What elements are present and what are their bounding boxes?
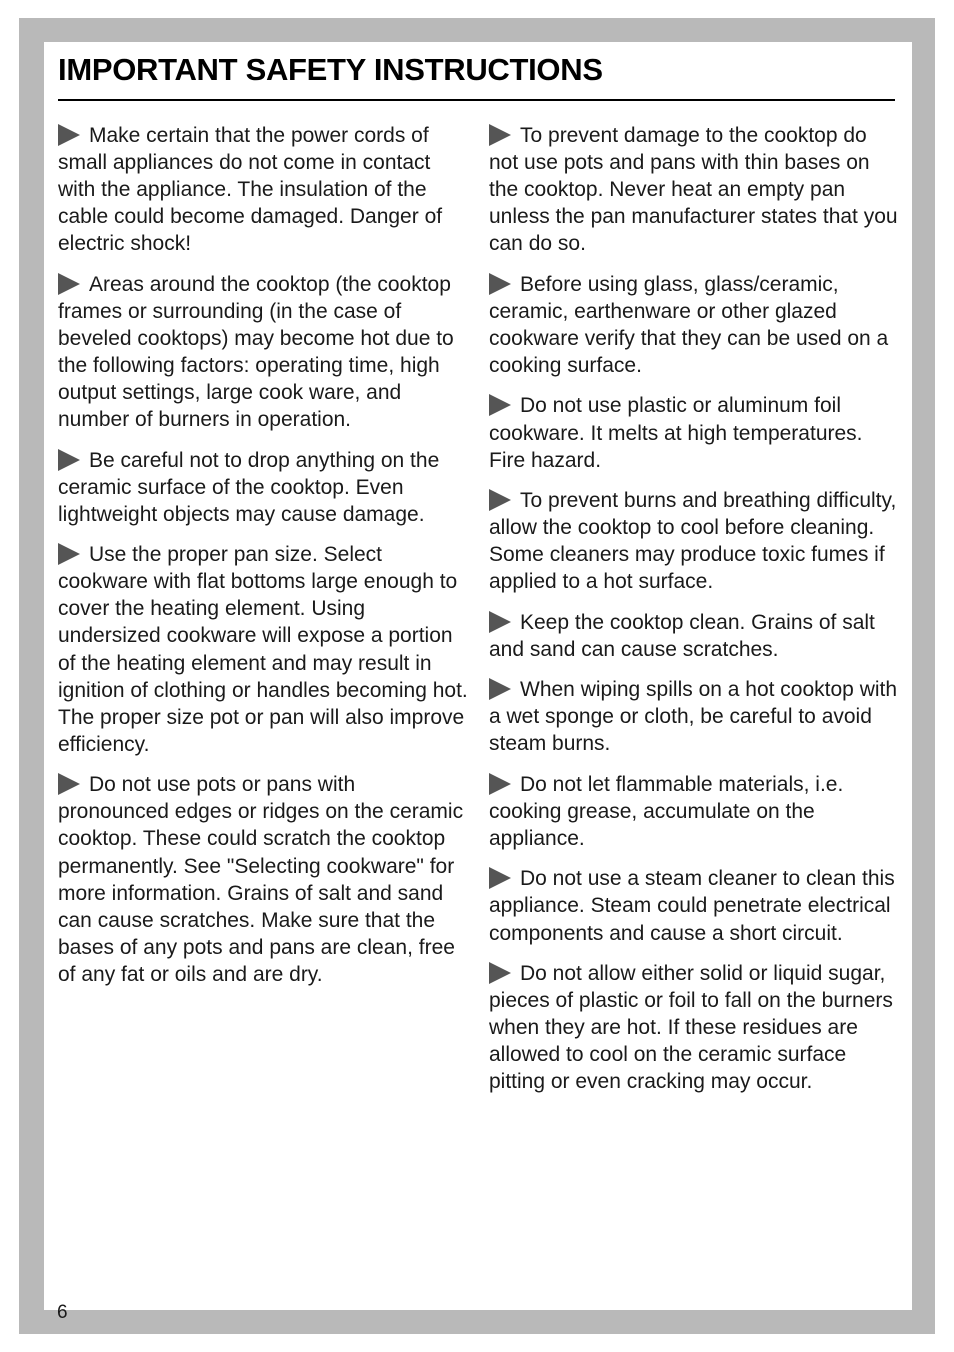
right-column (489, 122, 899, 1109)
safety-item (489, 271, 899, 379)
triangle-right-icon (58, 773, 80, 795)
safety-item-text: Do not allow either solid or liquid sugar, pieces of plastic or foil to fall on the burners when they are hot. If these residues are allowed to cool on the ceramic surface pitting or even cracking may occur. (489, 961, 893, 1094)
safety-item (489, 487, 899, 595)
triangle-right-icon (489, 394, 511, 416)
triangle-right-icon (58, 543, 80, 565)
triangle-right-icon (489, 489, 511, 511)
safety-item (489, 771, 899, 852)
safety-item-text: Be careful not to drop anything on the ceramic surface of the cooktop. Even lightweight objects may cause damage. (58, 448, 440, 526)
safety-item (489, 960, 899, 1095)
page-number: 6 (57, 1302, 68, 1323)
safety-item-text: Use the proper pan size. Select cookware with flat bottoms large enough to cover the heating element. Using undersized cookware will expose a portion of the heating element and may result in ignition of clothing or handles becoming hot. The proper size pot or pan will also improve efficiency. (58, 543, 468, 756)
safety-item (489, 676, 899, 757)
triangle-right-icon (489, 773, 511, 795)
safety-item-text: Before using glass, glass/ceramic, ceramic, earthenware or other glazed cookware verify that they can be used on a cooking surface. (489, 272, 889, 378)
triangle-right-icon (58, 273, 80, 295)
safety-item-text: Do not let flammable materials, i.e. cooking grease, accumulate on the appliance. (489, 772, 844, 850)
triangle-right-icon (489, 678, 511, 700)
safety-item (489, 865, 899, 946)
safety-item (489, 609, 899, 663)
safety-item (489, 122, 899, 257)
safety-item-text: Do not use plastic or aluminum foil cookware. It melts at high temperatures. Fire hazard. (489, 394, 863, 472)
safety-item-text: To prevent burns and breathing difficulty, allow the cooktop to cool before cleaning. Some cleaners may produce toxic fumes if applied to a hot surface. (489, 489, 897, 594)
safety-item (489, 392, 899, 473)
safety-item-text: To prevent damage to the cooktop do not use pots and pans with thin bases on the cooktop. Never heat an empty pan unless the pan manufacturer states that you can do so. (489, 124, 898, 256)
triangle-right-icon (58, 449, 80, 471)
title-rule (58, 99, 895, 101)
safety-item-text: When wiping spills on a hot cooktop with a wet sponge or cloth, be careful to avoid steam burns. (489, 678, 898, 756)
triangle-right-icon (489, 273, 511, 295)
triangle-right-icon (58, 124, 80, 146)
safety-item-text: Make certain that the power cords of small appliances do not come in contact with the appliance. The insulation of the cable could become damaged. Danger of electric shock! (58, 124, 443, 256)
safety-item (58, 271, 468, 434)
safety-item (58, 541, 468, 758)
safety-item-text: Areas around the cooktop (the cooktop frames or surrounding (in the case of beveled cooktops) may become hot due to the following factors: operating time, high output settings, large cook ware, and number of burners in operation. (58, 272, 454, 432)
safety-item-text: Keep the cooktop clean. Grains of salt and sand can cause scratches. (489, 610, 875, 661)
left-column (58, 122, 468, 1001)
triangle-right-icon (489, 962, 511, 984)
triangle-right-icon (489, 611, 511, 633)
page-title: IMPORTANT SAFETY INSTRUCTIONS (58, 52, 603, 87)
triangle-right-icon (489, 867, 511, 889)
safety-item (58, 447, 468, 528)
safety-item (58, 771, 468, 988)
safety-item-text: Do not use pots or pans with pronounced edges or ridges on the ceramic cooktop. These could scratch the cooktop permanently. See "Selecting cookware" for more information. Grains of salt and sand can cause scratches. Make sure that the bases of any pots and pans are clean, free of any fat or oils and are dry. (58, 773, 464, 986)
triangle-right-icon (489, 124, 511, 146)
safety-item-text: Do not use a steam cleaner to clean this appliance. Steam could penetrate electrical components and cause a short circuit. (489, 867, 895, 945)
safety-item (58, 122, 468, 257)
